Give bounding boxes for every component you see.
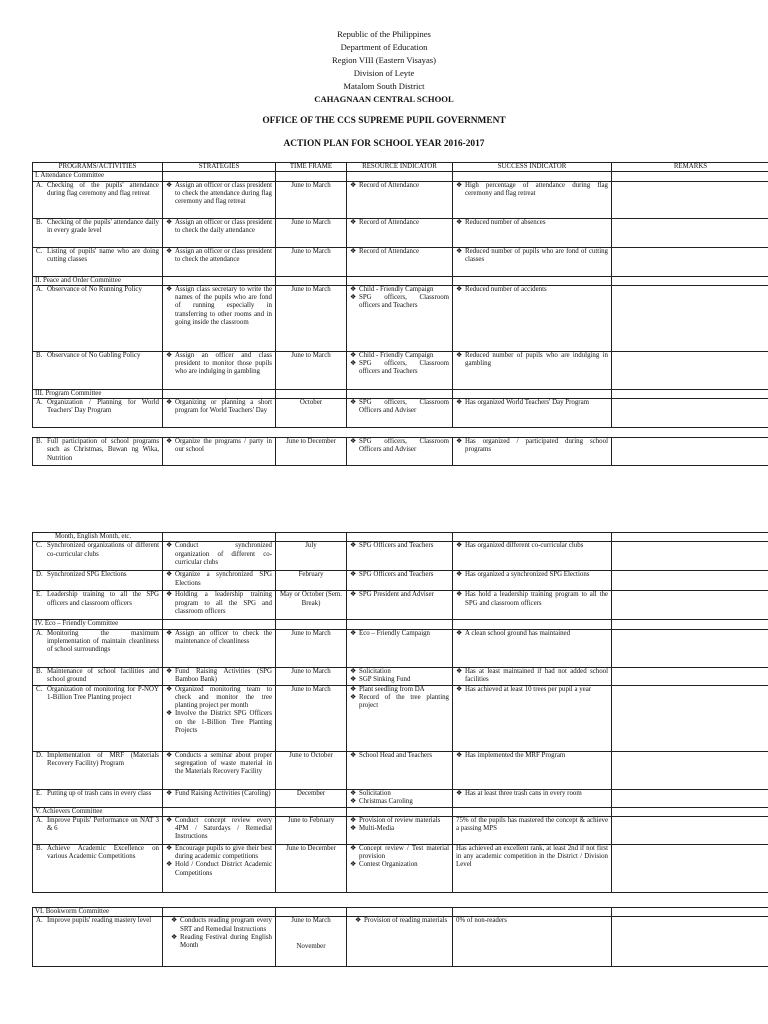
- col-programs: PROGRAMS/ACTIVITIES: [33, 163, 163, 172]
- time-frame: June to March: [276, 247, 347, 276]
- time-frame: June to March: [276, 181, 347, 218]
- col-success-indicator: SUCCESS INDICATOR: [453, 163, 612, 172]
- resource-text: Contest Organization: [359, 861, 418, 869]
- table-row: [33, 218, 768, 247]
- time-frame: June to December: [276, 438, 347, 466]
- resource-text: School Head and Teachers: [359, 751, 433, 759]
- resource-text: Record of Attendance: [359, 218, 420, 226]
- success-text: Has organized / participated during school programs: [465, 438, 608, 454]
- strategy-text: Conducts a seminar about proper segregation of waste material in the Materials Recovery Facility: [175, 751, 272, 776]
- time-frame: June to March: [276, 667, 347, 685]
- resource-text: Solicitation: [359, 789, 391, 797]
- success-text: 0% of non-readers: [453, 917, 612, 967]
- bullet-icon: ❖: [456, 685, 463, 693]
- program-text: Leadership training to all the SPG officers and classroom officers: [47, 591, 159, 607]
- time-frame: June to March: [276, 629, 347, 667]
- bullet-icon: ❖: [166, 710, 173, 718]
- remarks-cell: [612, 399, 768, 428]
- remarks-cell: [612, 351, 768, 389]
- time-frame: June to March: [276, 351, 347, 389]
- strategy-text: Fund Raising Activities (Caroling): [175, 789, 271, 797]
- program-text: Achieve Academic Excellence on various Academic Competitions: [47, 844, 159, 861]
- division-line: Division of Leyte: [353, 68, 415, 78]
- remarks-cell: [612, 218, 768, 247]
- section-title: III. Program Committee: [33, 389, 163, 398]
- success-text: Has at least three trash cans in every room: [465, 789, 582, 797]
- time-frame: June to March: [276, 285, 347, 351]
- resource-text: Record of Attendance: [359, 247, 420, 255]
- row-letter: E.: [36, 591, 42, 599]
- row-letter: D.: [36, 571, 43, 579]
- table-row: [33, 629, 768, 667]
- table-row: [33, 789, 768, 807]
- bullet-icon: ❖: [350, 797, 357, 805]
- bullet-icon: ❖: [166, 667, 173, 675]
- action-plan-table-page2: [32, 532, 768, 893]
- time-frame: December: [276, 789, 347, 807]
- section-title: V. Achievers Committee: [33, 807, 163, 816]
- time-frame: February: [276, 571, 347, 591]
- time-frame: June to February: [276, 816, 347, 844]
- resource-text: Provision of reading materials: [364, 917, 448, 925]
- bullet-icon: ❖: [350, 693, 357, 701]
- success-text: Reduced number of accidents: [465, 285, 547, 293]
- remarks-cell: [612, 667, 768, 685]
- bullet-icon: ❖: [350, 181, 357, 189]
- strategy-text: Assign an officer or class president to check the attendance during flag ceremony and flag retreat: [175, 181, 272, 206]
- col-strategies: STRATEGIES: [163, 163, 276, 172]
- col-remarks: REMARKS: [612, 163, 768, 172]
- bullet-icon: ❖: [166, 591, 173, 599]
- bullet-icon: ❖: [456, 591, 463, 599]
- bullet-icon: ❖: [456, 247, 463, 255]
- strategy-text: Assign an officer or class president to check the attendance: [175, 247, 272, 263]
- country-line: Republic of the Philippines: [337, 29, 431, 39]
- bullet-icon: ❖: [350, 685, 357, 693]
- remarks-cell: [612, 816, 768, 844]
- bullet-icon: ❖: [166, 816, 173, 824]
- section-row: [33, 276, 768, 285]
- row-letter: B.: [36, 667, 43, 675]
- bullet-icon: ❖: [350, 360, 357, 368]
- success-text: Has hold a leadership training program to all the SPG and classroom officers: [465, 591, 608, 607]
- resource-text: SPG Officers and Teachers: [359, 542, 434, 550]
- table-row: [33, 685, 768, 751]
- bullet-icon: ❖: [350, 285, 357, 293]
- section-row: [33, 908, 768, 917]
- strategy-text: Organizing or planning a short program for World Teachers' Day: [175, 399, 272, 415]
- bullet-icon: ❖: [350, 571, 357, 579]
- table-row: [33, 667, 768, 685]
- row-letter: A.: [36, 285, 43, 293]
- strategy-text: Holding a leadership training program to all the SPG and classroom officers: [175, 591, 272, 615]
- region-line: Region VIII (Eastern Visayas): [332, 55, 436, 65]
- strategy-text: Organized monitoring team to check and monitor the tree planting project per month: [175, 685, 272, 710]
- section-row: [33, 807, 768, 816]
- row-letter: C.: [36, 247, 43, 255]
- action-plan-table-page1-tail: [32, 437, 768, 466]
- resource-text: Record of Attendance: [359, 181, 420, 189]
- row-letter: B.: [36, 844, 43, 852]
- time-frame: June to March: [291, 917, 331, 925]
- strategy-text: Organize a synchronized SPG Elections: [175, 571, 272, 587]
- table-row: [33, 844, 768, 892]
- strategy-text: Assign an officer or class president to check the daily attendance: [175, 218, 272, 234]
- success-text: Reduced number of pupils who are indulging in gambling: [465, 351, 608, 368]
- row-letter: A.: [36, 917, 43, 925]
- table-row: [33, 399, 768, 428]
- resource-text: Eco – Friendly Campaign: [359, 629, 430, 637]
- row-letter: D.: [36, 751, 43, 759]
- table-row: [33, 351, 768, 389]
- row-letter: A.: [36, 181, 43, 189]
- section-row: [33, 620, 768, 629]
- program-text: Organization of monitoring for P-NOY 1-Billion Tree Planting project: [47, 685, 159, 701]
- program-text-continued: Month, English Month, etc.: [33, 533, 163, 542]
- bullet-icon: ❖: [456, 542, 463, 550]
- success-text: Has achieved an excellent rank, at least 2nd if not first in any academic competition in the District / Division Level: [453, 844, 612, 892]
- row-letter: B.: [36, 351, 43, 359]
- program-text: Improve pupils' reading mastery level: [47, 917, 152, 925]
- strategy-text: Conducts reading program every SRT and Remedial Instructions: [180, 917, 272, 933]
- remarks-cell: [612, 438, 768, 466]
- section-title: II. Peace and Order Committee: [33, 276, 163, 285]
- bullet-icon: ❖: [350, 591, 357, 599]
- success-text: High percentage of attendance during flag ceremony and flag retreat: [465, 181, 608, 197]
- district-line: Matalom South District: [343, 81, 425, 91]
- strategy-text: Assign class secretary to write the names of the pupils who are fond of running especially in transferring to other rooms and in going inside the classroom: [175, 285, 272, 327]
- bullet-icon: ❖: [456, 399, 463, 407]
- bullet-icon: ❖: [171, 933, 178, 941]
- bullet-icon: ❖: [350, 399, 357, 407]
- remarks-cell: [612, 181, 768, 218]
- bullet-icon: ❖: [166, 438, 173, 445]
- section-title: IV. Eco – Friendly Committee: [33, 620, 163, 629]
- bullet-icon: ❖: [166, 685, 173, 693]
- row-letter: A.: [36, 399, 43, 407]
- success-text: A clean school ground has maintained: [465, 629, 571, 637]
- remarks-cell: [612, 844, 768, 892]
- time-frame: November: [296, 942, 326, 950]
- bullet-icon: ❖: [350, 751, 357, 759]
- bullet-icon: ❖: [166, 285, 173, 293]
- row-letter: B.: [36, 438, 43, 445]
- row-letter: C.: [36, 685, 43, 693]
- strategy-text: Encourage pupils to give their best during academic competitions: [175, 844, 272, 861]
- bullet-icon: ❖: [355, 917, 362, 925]
- program-text: Observance of No Gabling Policy: [47, 351, 141, 359]
- bullet-icon: ❖: [350, 218, 357, 226]
- row-letter: E.: [36, 789, 42, 797]
- strategy-text: Hold / Conduct District Academic Competitions: [175, 861, 272, 877]
- program-text: Putting up of trash cans in every class: [47, 789, 152, 797]
- bullet-icon: ❖: [350, 294, 357, 302]
- remarks-cell: [612, 542, 768, 571]
- program-text: Checking of the pupils' attendance during flag ceremony and flag retreat: [47, 181, 159, 197]
- remarks-cell: [612, 789, 768, 807]
- bullet-icon: ❖: [456, 789, 463, 797]
- section-row: [33, 172, 768, 181]
- table-row: [33, 247, 768, 276]
- bullet-icon: ❖: [166, 218, 173, 226]
- resource-text: SPG Officers and Teachers: [359, 571, 434, 579]
- program-text: Full participation of school programs such as Christmas, Buwan ng Wika, Nutrition: [47, 438, 159, 462]
- time-frame: June to March: [276, 685, 347, 751]
- section-row: [33, 389, 768, 398]
- table-row: [33, 816, 768, 844]
- section-title: VI. Bookworm Committee: [33, 908, 163, 917]
- bullet-icon: ❖: [350, 542, 357, 550]
- program-text: Observance of No Running Policy: [47, 285, 142, 293]
- bullet-icon: ❖: [166, 247, 173, 255]
- program-text: Synchronized organizations of different co-curricular clubs: [47, 542, 159, 558]
- time-frame: June to October: [276, 751, 347, 789]
- bullet-icon: ❖: [166, 751, 173, 759]
- plan-title: ACTION PLAN FOR SCHOOL YEAR 2016-2017: [283, 139, 485, 149]
- program-text: Synchronized SPG Elections: [47, 571, 127, 579]
- remarks-cell: [612, 629, 768, 667]
- time-frame: June to March: [276, 218, 347, 247]
- success-text: Has organized World Teachers' Day Program: [465, 399, 590, 407]
- table-row: [33, 438, 768, 466]
- section-title: I. Attendance Committee: [33, 172, 163, 181]
- col-resource-indicator: RESOURCE INDICATOR: [347, 163, 453, 172]
- resource-text: SPG officers, Classroom officers and Teachers: [359, 294, 449, 310]
- bullet-icon: ❖: [456, 181, 463, 189]
- bullet-icon: ❖: [350, 675, 357, 683]
- remarks-cell: [612, 751, 768, 789]
- strategy-text: Organize the programs / party in our school: [175, 438, 272, 454]
- bullet-icon: ❖: [456, 667, 463, 675]
- resource-text: Christmas Caroling: [359, 797, 413, 805]
- action-plan-table-page1: [32, 162, 768, 428]
- bullet-icon: ❖: [166, 844, 173, 852]
- row-letter: B.: [36, 218, 43, 226]
- remarks-cell: [612, 247, 768, 276]
- bullet-icon: ❖: [350, 844, 357, 852]
- row-letter: A.: [36, 816, 43, 824]
- time-frame: July: [276, 542, 347, 571]
- bullet-icon: ❖: [350, 247, 357, 255]
- remarks-cell: [612, 285, 768, 351]
- resource-text: Child - Friendly Campaign: [359, 351, 434, 359]
- strategy-text: Conduct synchronized organization of different co-curricular clubs: [175, 542, 272, 566]
- bullet-icon: ❖: [456, 571, 463, 579]
- bullet-icon: ❖: [456, 285, 463, 293]
- strategy-text: Reading Festival during English Month: [180, 933, 272, 950]
- school-name: CAHAGNAAN CENTRAL SCHOOL: [314, 94, 454, 104]
- strategy-text: Conduct concept review every 4PM / Saturdays / Remedial Instructions: [175, 816, 272, 841]
- department-line: Department of Education: [340, 42, 428, 52]
- strategy-text: Assign an officer to check the maintenance of cleanliness: [175, 629, 272, 645]
- program-text: Organization / Planning for World Teachers' Day Program: [47, 399, 159, 415]
- bullet-icon: ❖: [166, 571, 173, 579]
- table-row: [33, 542, 768, 571]
- program-text: Maintenance of school facilities and school ground: [47, 667, 159, 683]
- bullet-icon: ❖: [166, 181, 173, 189]
- success-text: Has achieved at least 10 trees per pupil a year: [465, 685, 592, 693]
- bullet-icon: ❖: [350, 438, 357, 445]
- program-text: Implementation of MRF (Materials Recovery Facility) Program: [47, 751, 159, 767]
- remarks-cell: [612, 917, 768, 967]
- remarks-cell: [612, 685, 768, 751]
- time-frame: May or October (Sem. Break): [276, 591, 347, 620]
- resource-text: Provision of review materials: [359, 816, 441, 824]
- bullet-icon: ❖: [350, 629, 357, 637]
- bullet-icon: ❖: [171, 917, 178, 925]
- bullet-icon: ❖: [456, 629, 463, 637]
- bullet-icon: ❖: [456, 351, 463, 359]
- program-text: Checking of the pupils' attendance daily in every grade level: [47, 218, 159, 234]
- office-title: OFFICE OF THE CCS SUPREME PUPIL GOVERNMENT: [262, 116, 506, 126]
- row-letter: A.: [36, 629, 43, 637]
- bullet-icon: ❖: [166, 861, 173, 869]
- resource-text: SPG officers, Classroom Officers and Adviser: [359, 438, 449, 454]
- bullet-icon: ❖: [166, 399, 173, 407]
- bullet-icon: ❖: [350, 825, 357, 833]
- row-letter: C.: [36, 542, 43, 550]
- program-text: Listing of pupils' name who are doing cutting classes: [47, 247, 159, 263]
- success-text: Has organized different co-curricular clubs: [465, 542, 584, 550]
- table-row: [33, 533, 768, 542]
- bullet-icon: ❖: [350, 789, 357, 797]
- resource-text: Record of the tree planting project: [359, 693, 449, 710]
- resource-text: Child - Friendly Campaign: [359, 285, 434, 293]
- action-plan-table-bookworm: [32, 907, 768, 967]
- resource-text: SPG officers, Classroom officers and Teachers: [359, 360, 449, 376]
- program-text: Monitoring the maximum implementation of maintain cleanliness of school surroundings: [47, 629, 159, 654]
- resource-text: SPG President and Adviser: [359, 591, 434, 599]
- bullet-icon: ❖: [456, 751, 463, 759]
- strategy-text: Fund Raising Activities (SPG Bamboo Bank): [175, 667, 272, 683]
- table-header-row: [33, 163, 768, 172]
- success-text: 75% of the pupils has mastered the concept & achieve a passing MPS: [453, 816, 612, 844]
- strategy-text: Assign an officer and class president to monitor those pupils who are indulging in gambling: [175, 351, 272, 376]
- bullet-icon: ❖: [166, 542, 173, 550]
- strategy-text: Involve the District SPG Officers on the 1-Billion Tree Planting Projects: [175, 710, 272, 735]
- success-text: Reduced number of absences: [465, 218, 546, 226]
- time-frame: October: [276, 399, 347, 428]
- success-text: Has organized a synchronized SPG Elections: [465, 571, 590, 579]
- success-text: Reduced number of pupils who are fond of cutting classes: [465, 247, 608, 263]
- bullet-icon: ❖: [456, 438, 463, 445]
- resource-text: SGP Sinking Fund: [359, 675, 411, 683]
- bullet-icon: ❖: [166, 789, 173, 797]
- resource-text: SPG officers, Classroom Officers and Adviser: [359, 399, 449, 415]
- bullet-icon: ❖: [166, 351, 173, 359]
- bullet-icon: ❖: [350, 351, 357, 359]
- success-text: Has at least maintained if had not added school facilities: [465, 667, 608, 683]
- bullet-icon: ❖: [350, 667, 357, 675]
- time-frame: June to December: [276, 844, 347, 892]
- table-row: [33, 571, 768, 591]
- remarks-cell: [612, 571, 768, 591]
- remarks-cell: [612, 591, 768, 620]
- resource-text: Concept review / Test material provision: [359, 844, 449, 861]
- resource-text: Multi-Media: [359, 825, 395, 833]
- table-row: [33, 917, 768, 967]
- col-time-frame: TIME FRAME: [276, 163, 347, 172]
- success-text: Has implemented the MRF Program: [465, 751, 566, 759]
- table-row: [33, 751, 768, 789]
- bullet-icon: ❖: [456, 218, 463, 226]
- bullet-icon: ❖: [350, 861, 357, 869]
- resource-text: Solicitation: [359, 667, 391, 675]
- table-row: [33, 591, 768, 620]
- program-text: Improve Pupils' Performance on NAT 3 & 6: [47, 816, 159, 833]
- table-row: [33, 181, 768, 218]
- resource-text: Plant seedling from DA: [359, 685, 425, 693]
- table-row: [33, 285, 768, 351]
- bullet-icon: ❖: [350, 816, 357, 824]
- bullet-icon: ❖: [166, 629, 173, 637]
